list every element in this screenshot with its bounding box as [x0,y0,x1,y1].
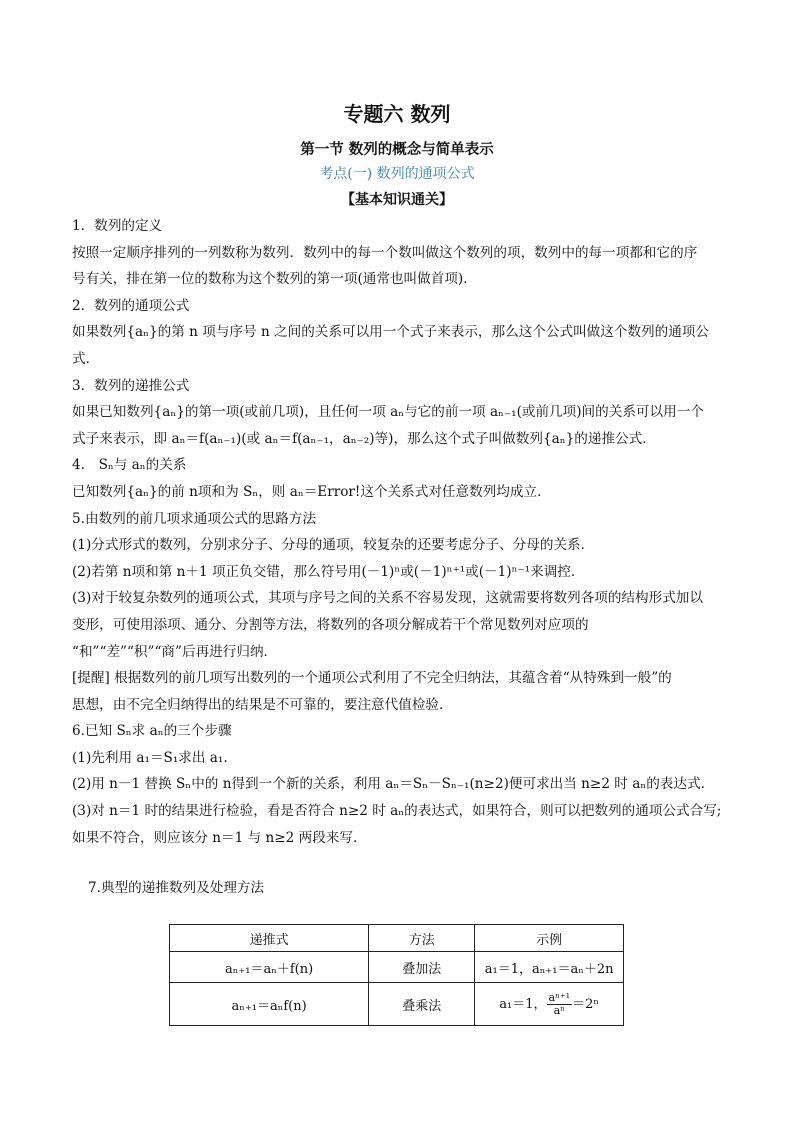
table-cell-method: 叠乘法 [369,983,475,1026]
paragraph-line: (1)分式形式的数列，分别求分子、分母的通项，较复杂的还要考虑分子、分母的关系． [72,537,595,554]
paragraph-line: (1)先利用 a₁＝S₁求出 a₁. [72,749,228,766]
fraction-numerator: aⁿ⁺¹ [548,990,571,1004]
table-cell-example [475,983,624,1026]
document-body [72,213,727,902]
fraction-denominator: aⁿ [553,1003,565,1017]
paragraph-line: 号有关，排在第一位的数称为这个数列的第一项(通常也叫做首项)． [72,271,477,288]
paragraph-line: (2)用 n－1 替换 Sₙ中的 n得到一个新的关系，利用 aₙ＝Sₙ－Sₙ₋₁(n≥2)便可求出当 n≥2 时 aₙ的表达式. [72,776,705,793]
item-heading-6: 6.已知 Sₙ求 aₙ的三个步骤 [72,723,232,740]
fraction [547,992,573,1017]
paragraph-line: (3)对于较复杂数列的通项公式，其项与序号之间的关系不容易发现，这就需要将数列各项的结构形式加以 [72,590,703,607]
paragraph-line: (2)若第 n项和第 n＋1 项正负交错，那么符号用(－1)ⁿ或(－1)ⁿ⁺¹或(－1)ⁿ⁻¹来调控． [72,563,585,580]
paragraph-line: 式子来表示，即 aₙ＝f(aₙ₋₁)(或 aₙ＝f(aₙ₋₁，aₙ₋₂)等)，那么这个式子叫做数列{aₙ}的递推公式． [72,430,656,447]
spacer [72,851,727,875]
table-header-cell: 方法 [369,925,475,952]
table-cell-example: a₁＝1，aₙ₊₁＝aₙ＋2n [475,952,624,983]
item-heading-4: 4． Sₙ与 aₙ的关系 [72,457,187,474]
document-title: 专题六 数列 [343,102,451,126]
table-cell-method: 叠加法 [369,952,475,983]
example-prefix: a₁＝1， [499,996,547,1012]
section-heading: 第一节 数列的概念与简单表示 [300,141,494,158]
table-header-cell: 递推式 [170,925,369,952]
item-heading-1: 1．数列的定义 [72,218,163,234]
table-row [170,983,624,1026]
paragraph-line: 变形，可使用添项、通分、分割等方法，将数列的各项分解成若干个常见数列对应项的 [72,616,589,633]
item-heading-5: 5.由数列的前几项求通项公式的思路方法 [72,510,317,527]
table-cell-formula: aₙ₊₁＝aₙf(n) [170,983,369,1026]
paragraph-line: [提醒] 根据数列的前几项写出数列的一个通项公式利用了不完全归纳法，其蕴含着“从特殊到一般”的 [72,670,672,687]
paragraph-line: 思想，由不完全归纳得出的结果是不可靠的，要注意代值检验． [72,696,453,713]
paragraph-line: 按照一定顺序排列的一列数称为数列．数列中的每一个数叫做这个数列的项，数列中的每一项都和它的序 [72,244,698,261]
paragraph-line: 如果数列{aₙ}的第 n 项与序号 n 之间的关系可以用一个式子来表示，那么这个公式叫做这个数列的通项公 [72,324,710,341]
topic-heading: 考点(一) 数列的通项公式 [319,166,475,182]
recurrence-table [169,924,624,1026]
table-header-row [170,925,624,952]
paragraph-line: (3)对 n＝1 时的结果进行检验，看是否符合 n≥2 时 aₙ的表达式，如果符合，则可以把数列的通项公式合写; [72,803,722,820]
subsection-heading: 【基本知识通关】 [341,192,453,208]
table-cell-formula: aₙ₊₁＝aₙ＋f(n) [170,952,369,983]
item-heading-7: 7.典型的递推数列及处理方法 [88,880,265,897]
item-heading-2: 2．数列的通项公式 [72,297,190,314]
paragraph-line: 如果不符合，则应该分 n＝1 与 n≥2 两段来写. [72,829,358,846]
table-row [170,952,624,983]
item-heading-3: 3．数列的递推公式 [72,377,190,394]
table-header-cell: 示例 [475,925,624,952]
paragraph-line: 如果已知数列{aₙ}的第一项(或前几项)，且任何一项 aₙ与它的前一项 aₙ₋₁(或前几项)间的关系可以用一个 [72,404,704,421]
paragraph-line: 已知数列{aₙ}的前 n项和为 Sₙ，则 aₙ＝Error!这个关系式对任意数列均成立． [72,483,551,500]
paragraph-line: “和”“差”“积”“商”后再进行归纳． [72,643,278,660]
paragraph-line: 式． [72,350,100,367]
example-suffix: ＝2ⁿ [572,996,599,1012]
